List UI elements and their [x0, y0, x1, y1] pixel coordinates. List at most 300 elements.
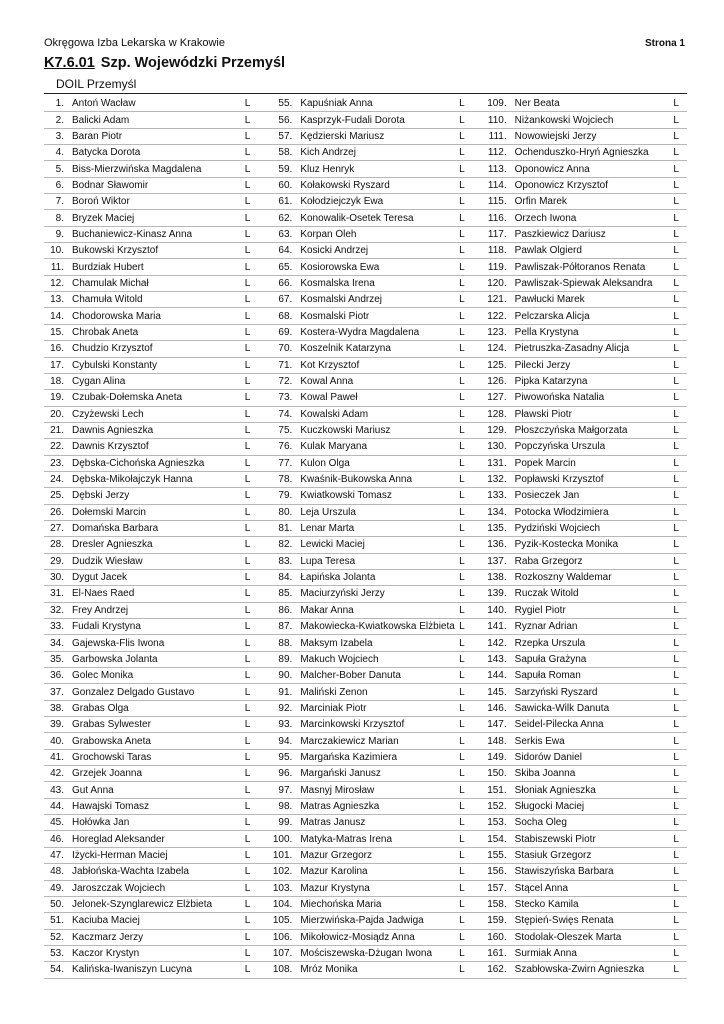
item-number: 17.	[50, 359, 64, 371]
member-name: Orzech Iwona	[514, 212, 577, 224]
list-item	[473, 782, 687, 798]
item-number: 156.	[487, 866, 507, 878]
member-type: L	[459, 817, 465, 829]
item-number: 123.	[487, 326, 507, 338]
item-number: 114.	[487, 179, 507, 191]
member-name: Bodnar Sławomir	[72, 179, 149, 191]
member-name: Makar Anna	[300, 604, 354, 616]
item-number: 79.	[278, 490, 293, 502]
item-number: 70.	[278, 343, 293, 355]
item-number: 122.	[487, 310, 507, 322]
list-item	[473, 325, 687, 341]
list-item	[473, 962, 687, 978]
member-type: L	[673, 326, 679, 338]
member-name: Iżycki-Herman Maciej	[72, 849, 168, 861]
item-number: 80.	[278, 506, 293, 518]
item-number: 102.	[272, 866, 293, 878]
list-item	[473, 374, 687, 390]
item-number: 153.	[487, 817, 507, 829]
list-item	[473, 390, 687, 406]
member-name: Szabłowska-Zwirn Agnieszka	[514, 964, 645, 976]
item-number: 50.	[50, 899, 64, 911]
list-item	[258, 733, 472, 749]
list-item	[44, 635, 258, 651]
member-name: Biss-Mierzwińska Magdalena	[72, 163, 202, 175]
member-type: L	[459, 277, 465, 289]
member-type: L	[673, 735, 679, 747]
member-name: Kędzierski Mariusz	[300, 130, 385, 142]
member-type: L	[459, 621, 465, 633]
member-type: L	[673, 523, 679, 535]
member-name: Pietruszka-Zasadny Alicja	[514, 343, 630, 355]
member-name: Kaciuba Maciej	[72, 915, 140, 927]
item-number: 155.	[487, 849, 507, 861]
member-type: L	[673, 849, 679, 861]
member-name: Kostera-Wydra Magdalena	[300, 326, 420, 338]
item-number: 68.	[278, 310, 293, 322]
item-number: 34.	[50, 637, 64, 649]
item-number: 77.	[278, 457, 293, 469]
member-name: Makuch Wojciech	[300, 653, 379, 665]
member-name: Pawlak Olgierd	[514, 245, 582, 257]
list-item	[44, 210, 258, 226]
member-type: L	[459, 800, 465, 812]
member-type: L	[244, 130, 251, 142]
item-number: 138.	[487, 572, 507, 584]
member-type: L	[459, 670, 465, 682]
list-item	[473, 750, 687, 766]
member-type: L	[673, 277, 679, 289]
member-name: Ner Beata	[514, 98, 560, 110]
member-name: Marczakiewicz Marian	[300, 735, 399, 747]
item-number: 78.	[278, 474, 293, 486]
item-number: 88.	[278, 637, 293, 649]
item-number: 60.	[278, 179, 293, 191]
list-item	[473, 881, 687, 897]
member-name: Cybulski Konstanty	[72, 359, 158, 371]
member-type: L	[244, 326, 251, 338]
list-item	[473, 537, 687, 553]
item-number: 104.	[272, 899, 293, 911]
item-number: 90.	[278, 670, 293, 682]
item-number: 36.	[50, 670, 64, 682]
member-type: L	[244, 359, 251, 371]
item-number: 149.	[487, 751, 507, 763]
member-name: Antoń Wacław	[72, 98, 136, 110]
member-name: Mróz Monika	[300, 964, 358, 976]
member-type: L	[459, 833, 465, 845]
list-item	[258, 848, 472, 864]
item-number: 131.	[487, 457, 507, 469]
item-number: 1.	[55, 98, 64, 110]
member-name: Kulon Olga	[300, 457, 350, 469]
member-name: Konowalik-Osetek Teresa	[300, 212, 414, 224]
page-title	[44, 55, 285, 71]
member-name: Pella Krystyna	[514, 326, 579, 338]
member-name: Chamuła Witold	[72, 294, 143, 306]
list-item	[258, 505, 472, 521]
member-list	[44, 96, 687, 979]
member-type: L	[459, 523, 465, 535]
item-number: 147.	[487, 719, 507, 731]
member-type: L	[673, 833, 679, 845]
member-name: Chrobak Aneta	[72, 326, 139, 338]
list-item	[258, 341, 472, 357]
list-item	[473, 210, 687, 226]
member-name: Kasprzyk-Fudali Dorota	[300, 114, 405, 126]
item-number: 2.	[55, 114, 64, 126]
list-item	[44, 946, 258, 962]
member-type: L	[244, 588, 251, 600]
member-name: Dołemski Marcin	[72, 506, 146, 518]
member-name: Grabas Olga	[72, 702, 129, 714]
member-name: Kowal Anna	[300, 376, 354, 388]
list-item	[44, 652, 258, 668]
member-name: Chudzio Krzysztof	[72, 343, 153, 355]
item-number: 139.	[487, 588, 507, 600]
list-item	[473, 521, 687, 537]
list-item	[473, 227, 687, 243]
item-number: 146.	[487, 702, 507, 714]
member-name: Maksym Izabela	[300, 637, 373, 649]
list-item	[473, 341, 687, 357]
list-item	[258, 750, 472, 766]
member-type: L	[459, 604, 465, 616]
member-type: L	[459, 572, 465, 584]
member-name: Lenar Marta	[300, 523, 355, 535]
item-number: 76.	[278, 441, 293, 453]
member-column	[473, 96, 687, 979]
member-type: L	[244, 768, 251, 780]
item-number: 43.	[50, 784, 64, 796]
list-item	[258, 701, 472, 717]
item-number: 23.	[50, 457, 64, 469]
member-type: L	[673, 196, 679, 208]
item-number: 6.	[55, 179, 64, 191]
member-name: Domańska Barbara	[72, 523, 159, 535]
list-item	[473, 603, 687, 619]
list-item	[258, 930, 472, 946]
item-number: 84.	[278, 572, 293, 584]
item-number: 82.	[278, 539, 293, 551]
item-number: 26.	[50, 506, 64, 518]
member-name: Kosmalski Piotr	[300, 310, 370, 322]
list-item	[258, 962, 472, 978]
list-item	[44, 733, 258, 749]
list-item	[473, 913, 687, 929]
member-name: Lupa Teresa	[300, 555, 356, 567]
item-number: 52.	[50, 931, 64, 943]
list-item	[473, 848, 687, 864]
member-type: L	[673, 588, 679, 600]
member-name: Stasiuk Grzegorz	[514, 849, 592, 861]
list-item	[473, 129, 687, 145]
item-number: 51.	[50, 915, 64, 927]
list-item	[473, 684, 687, 700]
unit-name: Szp. Wojewódzki Przemyśl	[100, 55, 286, 71]
item-number: 74.	[278, 408, 293, 420]
member-type: L	[459, 751, 465, 763]
list-item	[258, 210, 472, 226]
item-number: 148.	[487, 735, 507, 747]
item-number: 69.	[278, 326, 293, 338]
list-item	[473, 897, 687, 913]
member-name: Stecko Kamila	[514, 899, 579, 911]
list-item	[258, 472, 472, 488]
member-type: L	[673, 948, 679, 960]
item-number: 46.	[50, 833, 64, 845]
member-type: L	[673, 931, 679, 943]
member-type: L	[459, 882, 465, 894]
member-type: L	[673, 130, 679, 142]
member-name: Leja Urszula	[300, 506, 356, 518]
member-type: L	[459, 849, 465, 861]
item-number: 95.	[278, 751, 293, 763]
item-number: 160.	[487, 931, 507, 943]
member-name: Nowowiejski Jerzy	[514, 130, 597, 142]
list-item	[44, 750, 258, 766]
member-type: L	[673, 245, 679, 257]
member-name: Czyżewski Lech	[72, 408, 144, 420]
item-number: 126.	[487, 376, 507, 388]
member-name: Sapuła Roman	[514, 670, 581, 682]
member-name: Sawicka-Wilk Danuta	[514, 702, 610, 714]
unit-code: K7.6.01	[44, 55, 95, 71]
member-type: L	[244, 931, 251, 943]
member-type: L	[673, 228, 679, 240]
member-type: L	[244, 637, 251, 649]
item-number: 144.	[487, 670, 507, 682]
member-type: L	[244, 866, 251, 878]
member-type: L	[244, 163, 251, 175]
item-number: 119.	[487, 261, 507, 273]
list-item	[473, 292, 687, 308]
member-name: Grabas Sylwester	[72, 719, 151, 731]
member-type: L	[244, 572, 251, 584]
member-name: Makowiecka-Kwiatkowska Elżbieta	[300, 621, 455, 633]
member-type: L	[459, 474, 465, 486]
member-name: Grzejek Joanna	[72, 768, 143, 780]
member-type: L	[673, 686, 679, 698]
member-name: Marcinkowski Krzysztof	[300, 719, 405, 731]
item-number: 107.	[272, 948, 293, 960]
member-type: L	[459, 425, 465, 437]
item-number: 159.	[487, 915, 507, 927]
item-number: 85.	[278, 588, 293, 600]
member-name: Ruczak Witold	[514, 588, 579, 600]
member-type: L	[673, 670, 679, 682]
page-subtitle: DOIL Przemyśl	[56, 77, 137, 91]
list-item	[258, 684, 472, 700]
item-number: 106.	[272, 931, 293, 943]
item-number: 11.	[50, 261, 64, 273]
list-item	[258, 946, 472, 962]
member-type: L	[244, 670, 251, 682]
list-item	[473, 472, 687, 488]
member-type: L	[673, 555, 679, 567]
item-number: 20.	[50, 408, 64, 420]
item-number: 4.	[55, 147, 64, 159]
member-name: Gajewska-Flis Iwona	[72, 637, 165, 649]
member-name: Orfin Marek	[514, 196, 567, 208]
member-name: Baran Piotr	[72, 130, 123, 142]
member-name: Kwaśnik-Bukowska Anna	[300, 474, 413, 486]
member-type: L	[244, 555, 251, 567]
member-type: L	[459, 261, 465, 273]
list-item	[473, 799, 687, 815]
item-number: 65.	[278, 261, 293, 273]
item-number: 91.	[278, 686, 293, 698]
list-item	[258, 586, 472, 602]
item-number: 162.	[487, 964, 507, 976]
member-name: Stabiszewski Piotr	[514, 833, 596, 845]
member-name: Frey Andrzej	[72, 604, 129, 616]
item-number: 109.	[487, 98, 507, 110]
item-number: 118.	[487, 245, 507, 257]
member-name: Matras Janusz	[300, 817, 366, 829]
item-number: 115.	[487, 196, 507, 208]
member-name: Kich Andrzej	[300, 147, 356, 159]
member-type: L	[459, 228, 465, 240]
member-type: L	[244, 653, 251, 665]
list-item	[44, 930, 258, 946]
member-type: L	[244, 719, 251, 731]
item-number: 145.	[487, 686, 507, 698]
member-type: L	[459, 294, 465, 306]
item-number: 132.	[487, 474, 507, 486]
member-name: Skiba Joanna	[514, 768, 576, 780]
member-name: Korpan Oleh	[300, 228, 357, 240]
list-item	[258, 521, 472, 537]
item-number: 45.	[50, 817, 64, 829]
list-item	[44, 717, 258, 733]
list-item	[44, 390, 258, 406]
item-number: 61.	[278, 196, 293, 208]
list-item	[258, 913, 472, 929]
member-name: Burdziak Hubert	[72, 261, 144, 273]
list-item	[473, 766, 687, 782]
item-number: 100.	[272, 833, 293, 845]
list-item	[473, 570, 687, 586]
member-type: L	[459, 588, 465, 600]
member-name: Kołodziejczyk Ewa	[300, 196, 384, 208]
list-item	[258, 407, 472, 423]
member-name: Kalińska-Iwaniszyn Lucyna	[72, 964, 193, 976]
member-type: L	[673, 784, 679, 796]
member-name: Sługocki Maciej	[514, 800, 585, 812]
member-name: Stawiszyńska Barbara	[514, 866, 614, 878]
item-number: 152.	[487, 800, 507, 812]
member-type: L	[244, 882, 251, 894]
item-number: 125.	[487, 359, 507, 371]
list-item	[44, 129, 258, 145]
item-number: 93.	[278, 719, 293, 731]
item-number: 151.	[487, 784, 507, 796]
item-number: 110.	[487, 114, 507, 126]
member-name: Sarzyński Ryszard	[514, 686, 598, 698]
member-name: Pawliszak-Śpiewak Aleksandra	[514, 277, 653, 289]
member-name: Popczyńska Urszula	[514, 441, 606, 453]
member-type: L	[459, 376, 465, 388]
item-number: 71.	[278, 359, 293, 371]
list-item	[258, 112, 472, 128]
member-name: Dawnis Krzysztof	[72, 441, 149, 453]
item-number: 9.	[55, 228, 64, 240]
member-type: L	[244, 441, 251, 453]
member-type: L	[244, 245, 251, 257]
member-name: Mikołowicz-Mosiądz Anna	[300, 931, 415, 943]
member-type: L	[459, 326, 465, 338]
item-number: 129.	[487, 425, 507, 437]
item-number: 94.	[278, 735, 293, 747]
header-divider	[44, 93, 687, 94]
member-name: Kaczor Krystyn	[72, 948, 140, 960]
item-number: 47.	[50, 849, 64, 861]
member-name: Raba Grzegorz	[514, 555, 583, 567]
member-name: Pelczarska Alicja	[514, 310, 590, 322]
list-item	[258, 766, 472, 782]
member-type: L	[459, 719, 465, 731]
list-item	[473, 194, 687, 210]
list-item	[258, 815, 472, 831]
list-item	[258, 145, 472, 161]
member-name: Mazur Krystyna	[300, 882, 370, 894]
member-type: L	[244, 702, 251, 714]
item-number: 136.	[487, 539, 507, 551]
list-item	[44, 962, 258, 978]
item-number: 103.	[272, 882, 293, 894]
member-type: L	[673, 408, 679, 420]
list-item	[473, 864, 687, 880]
list-item	[473, 815, 687, 831]
list-item	[473, 505, 687, 521]
item-number: 98.	[278, 800, 293, 812]
item-number: 112.	[487, 147, 507, 159]
member-name: Niżankowski Wojciech	[514, 114, 614, 126]
list-item	[258, 782, 472, 798]
item-number: 13.	[50, 294, 64, 306]
member-name: Dębski Jerzy	[72, 490, 130, 502]
member-name: Popek Marcin	[514, 457, 576, 469]
member-type: L	[459, 212, 465, 224]
member-name: Margańska Kazimiera	[300, 751, 398, 763]
list-item	[258, 439, 472, 455]
list-item	[44, 897, 258, 913]
member-type: L	[459, 964, 465, 976]
member-name: Rzepka Urszula	[514, 637, 586, 649]
member-name: Popławski Krzysztof	[514, 474, 604, 486]
list-item	[473, 243, 687, 259]
item-number: 128.	[487, 408, 507, 420]
member-name: Kuczkowski Mariusz	[300, 425, 391, 437]
list-item	[258, 292, 472, 308]
item-number: 30.	[50, 572, 64, 584]
list-item	[258, 178, 472, 194]
list-item	[44, 881, 258, 897]
member-type: L	[244, 817, 251, 829]
member-name: Golec Monika	[72, 670, 134, 682]
item-number: 117.	[487, 228, 507, 240]
member-type: L	[459, 130, 465, 142]
list-item	[44, 308, 258, 324]
member-type: L	[673, 964, 679, 976]
member-type: L	[673, 441, 679, 453]
item-number: 96.	[278, 768, 293, 780]
item-number: 56.	[278, 114, 293, 126]
member-name: Matras Agnieszka	[300, 800, 380, 812]
list-item	[258, 243, 472, 259]
member-name: Bukowski Krzysztof	[72, 245, 159, 257]
